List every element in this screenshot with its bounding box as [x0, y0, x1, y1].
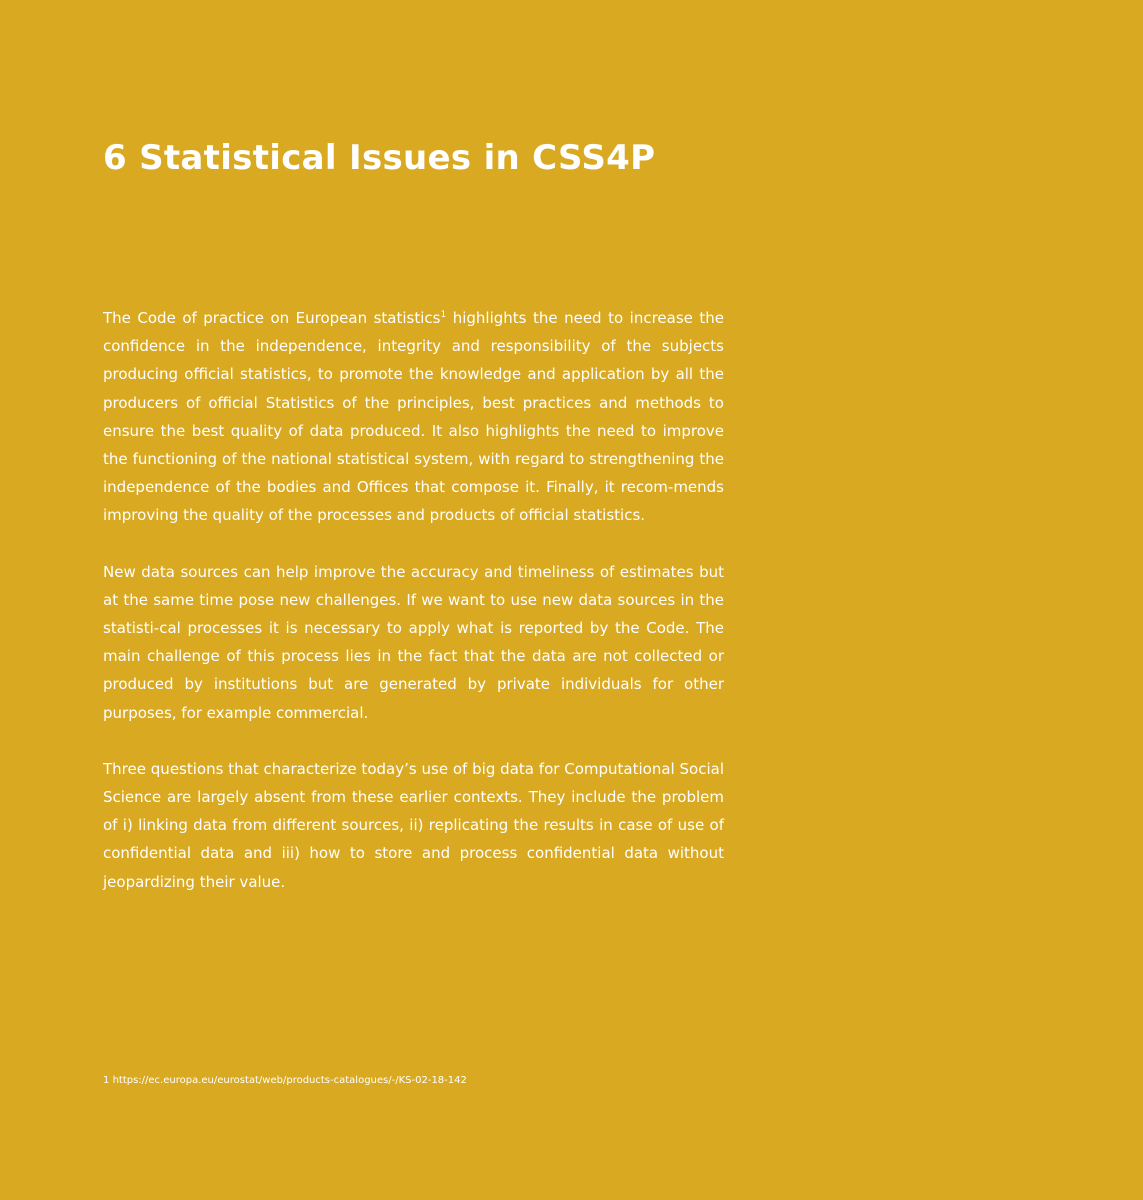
footnote-link[interactable]: https://ec.europa.eu/eurostat/web/products-catalogues/-/KS-02-18-142 — [112, 1075, 467, 1086]
paragraph-1-lead: The Code of practice on European statistics — [103, 309, 441, 327]
footnote — [103, 1074, 467, 1088]
paragraph-new-data-sources: New data sources can help improve the accuracy and timeliness of estimates but at the same time pose new challenges. If we want to use new data sources in the statisti-cal processes it is necessary to apply what is reported by the Code. The main challenge of this process lies in the fact that the data are not collected or produced by institutions but are generated by private individuals for other purposes, for example commercial. — [103, 562, 724, 722]
section-title: 6 Statistical Issues in CSS4P — [103, 138, 656, 178]
paragraph-1-rest: highlights the need to increase the confidence in the independence, integrity and responsibility of the subjects producing official statistics, to promote the knowledge and application by all the producers of official Statistics of the principles, best practices and methods to ensure the best quality of data produced. It also highlights the need to improve the functioning of the national statistical system, with regard to strengthening the independence of the bodies and Offices that compose it. Finally, it recom-mends improving the quality of the processes and products of official statistics. — [103, 309, 724, 525]
body-text — [103, 304, 724, 924]
paragraph-code-of-practice — [103, 304, 724, 530]
footnote-reference: 1 — [440, 310, 447, 320]
footnote-number: 1 — [103, 1075, 110, 1086]
paragraph-three-questions: Three questions that characterize today’s use of big data for Computational Social Science are largely absent from these earlier contexts. They include the problem of i) linking data from different sources, ii) replicating the results in case of use of confidential data and iii) how to store and process confidential data without jeopardizing their value. — [103, 759, 724, 891]
